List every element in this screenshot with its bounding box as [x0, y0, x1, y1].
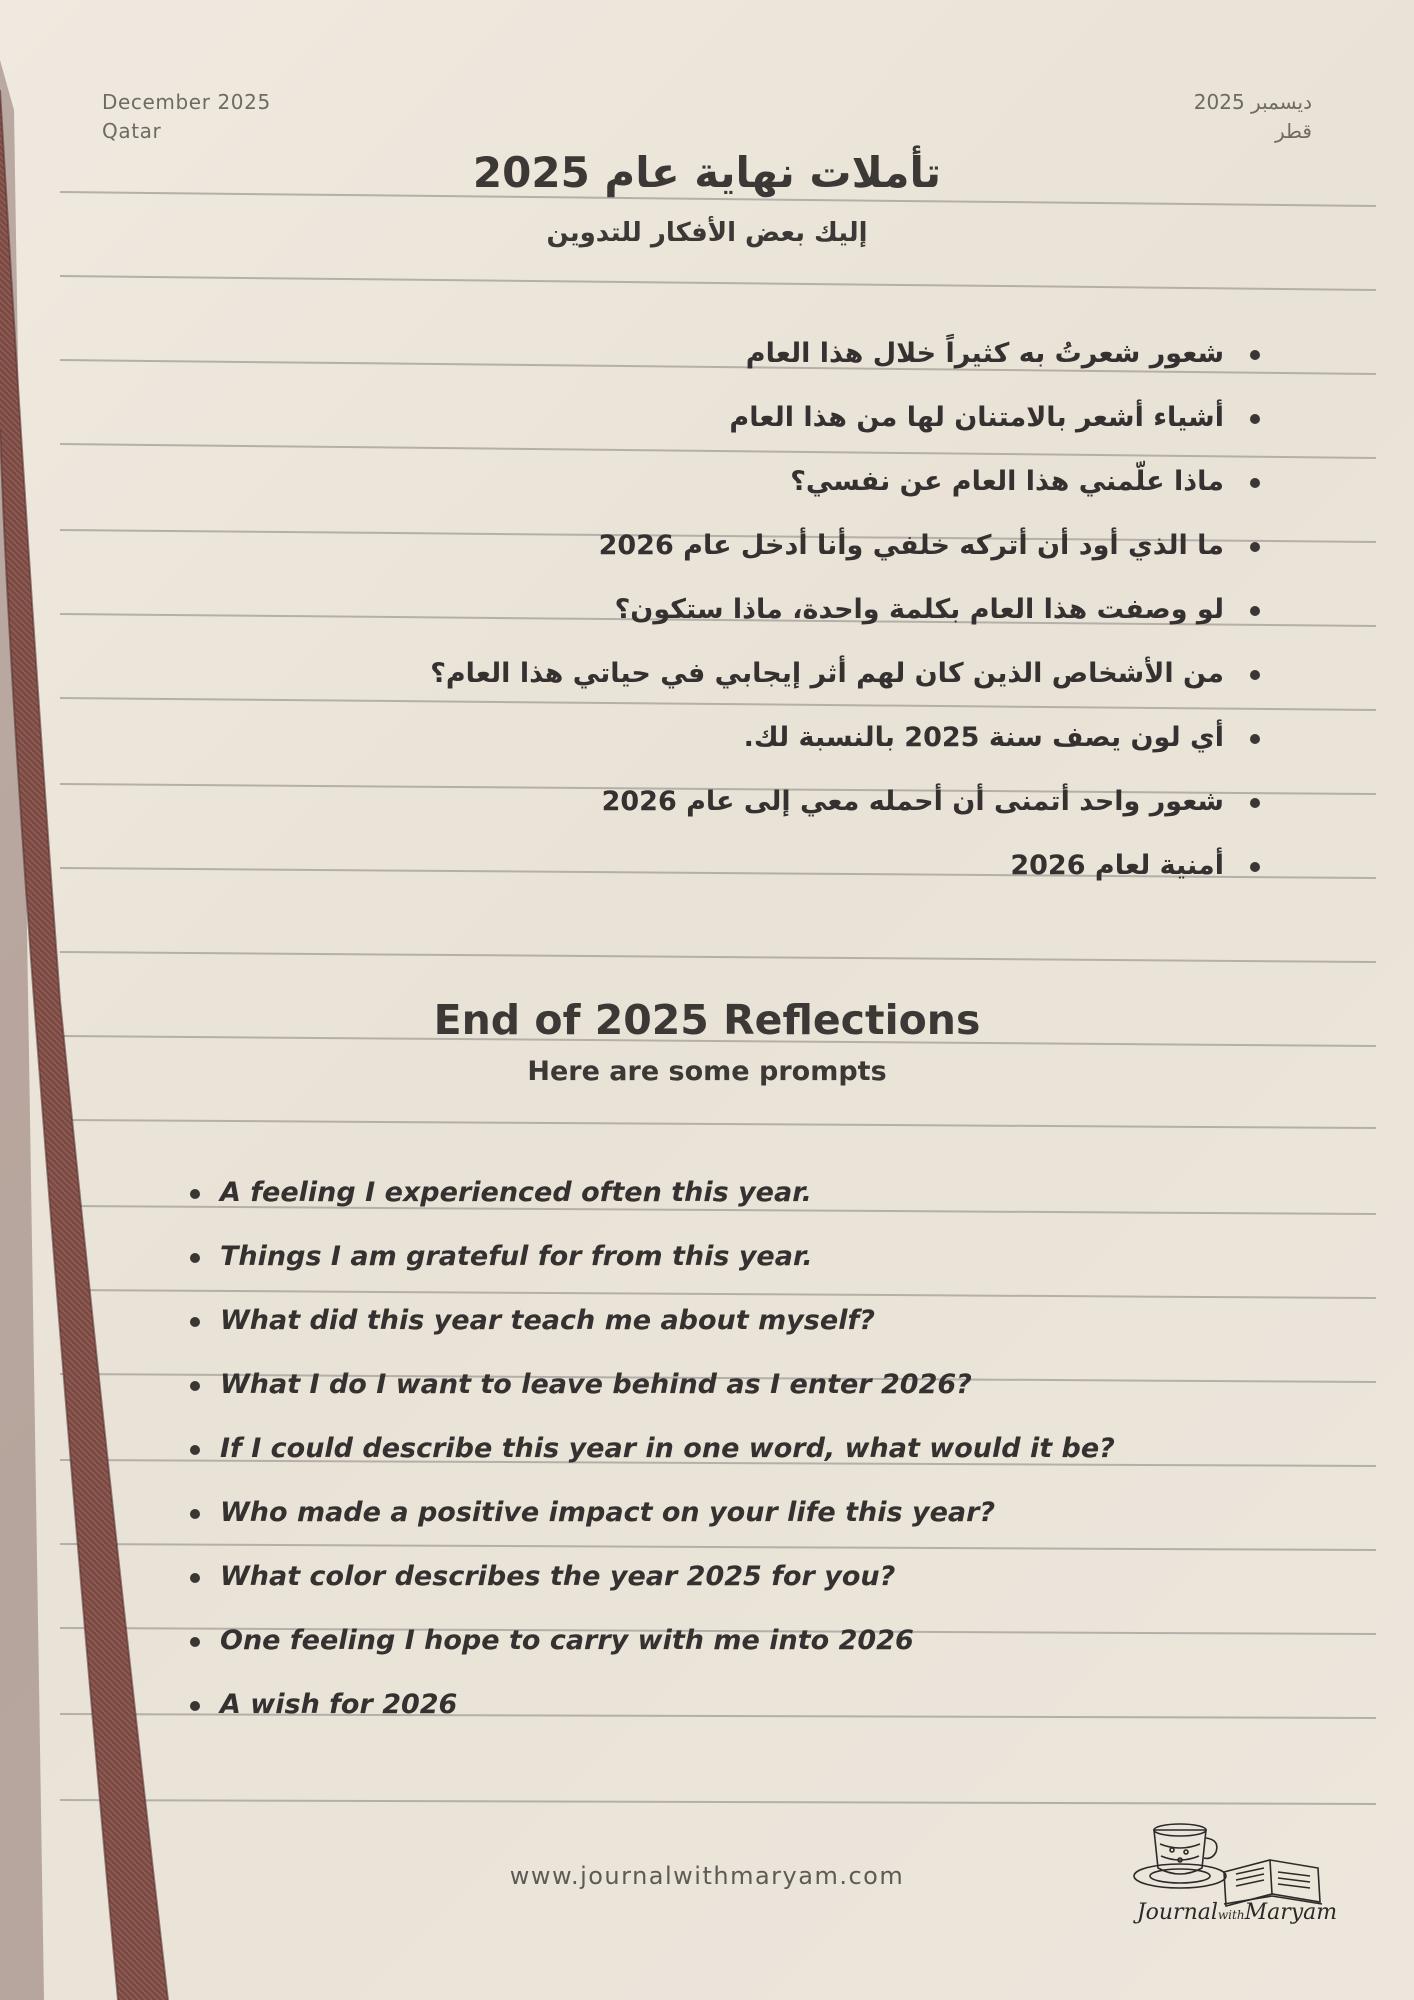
- logo-word-maryam: Maryam: [1244, 1900, 1338, 1925]
- arabic-prompt: [430, 770, 1260, 834]
- bullet-icon: [190, 1509, 200, 1519]
- bullet-icon: [1250, 478, 1260, 488]
- english-prompt-text: What did this year teach me about myself?: [220, 1305, 875, 1336]
- bullet-icon: [190, 1317, 200, 1327]
- header-left: [102, 88, 271, 146]
- english-prompt: [190, 1161, 1115, 1225]
- arabic-subtitle: إليك بعض الأفكار للتدوين: [546, 218, 868, 248]
- english-prompt-text: If I could describe this year in one word, what would it be?: [220, 1433, 1115, 1464]
- bullet-icon: [1250, 734, 1260, 744]
- arabic-prompt-text: ماذا علّمني هذا العام عن نفسي؟: [790, 466, 1224, 497]
- arabic-prompt: [430, 514, 1260, 578]
- logo-word-journal: Journal: [1136, 1900, 1218, 1925]
- arabic-prompt-text: أي لون يصف سنة 2025 بالنسبة لك.: [743, 722, 1224, 753]
- bullet-icon: [190, 1381, 200, 1391]
- english-title: End of 2025 Reflections: [433, 996, 981, 1044]
- bullet-icon: [1250, 862, 1260, 872]
- arabic-prompt-text: أمنية لعام 2026: [1010, 850, 1224, 881]
- arabic-prompt-text: من الأشخاص الذين كان لهم أثر إيجابي في حياتي هذا العام؟: [430, 658, 1224, 689]
- english-prompt: [190, 1545, 1115, 1609]
- logo-word-with: with: [1217, 1908, 1245, 1922]
- arabic-prompt: [430, 578, 1260, 642]
- english-prompt-text: Who made a positive impact on your life this year?: [220, 1497, 996, 1528]
- english-prompt-text: One feeling I hope to carry with me into 2026: [220, 1625, 914, 1656]
- english-prompt: [190, 1289, 1115, 1353]
- arabic-prompt: [430, 834, 1260, 898]
- english-prompt: [190, 1353, 1115, 1417]
- bullet-icon: [190, 1189, 200, 1199]
- arabic-prompt-text: أشياء أشعر بالامتنان لها من هذا العام: [729, 402, 1224, 433]
- english-prompt: [190, 1673, 1115, 1737]
- bullet-icon: [190, 1253, 200, 1263]
- bullet-icon: [1250, 798, 1260, 808]
- bullet-icon: [1250, 542, 1260, 552]
- english-prompt-text: Things I am grateful for from this year.: [220, 1241, 813, 1272]
- location-ar: قطر: [1274, 119, 1312, 143]
- date-en: December 2025: [102, 90, 271, 114]
- bullet-icon: [190, 1573, 200, 1583]
- bullet-icon: [190, 1637, 200, 1647]
- arabic-prompt-text: ما الذي أود أن أتركه خلفي وأنا أدخل عام 2026: [598, 530, 1224, 561]
- english-prompt-text: A feeling I experienced often this year.: [220, 1177, 812, 1208]
- arabic-prompt: [430, 450, 1260, 514]
- english-prompt: [190, 1481, 1115, 1545]
- location-en: Qatar: [102, 119, 162, 143]
- arabic-prompt-text: لو وصفت هذا العام بكلمة واحدة، ماذا ستكون؟: [614, 594, 1224, 625]
- arabic-prompt: [430, 642, 1260, 706]
- journal-with-maryam-logo: [1132, 1900, 1342, 1925]
- english-prompt-text: What I do I want to leave behind as I enter 2026?: [220, 1369, 972, 1400]
- arabic-title: تأملات نهاية عام 2025: [472, 148, 942, 197]
- english-prompt: [190, 1609, 1115, 1673]
- arabic-prompt: [430, 322, 1260, 386]
- english-prompt-text: A wish for 2026: [220, 1689, 458, 1720]
- arabic-prompt-list: [430, 322, 1260, 898]
- english-prompt-list: [190, 1161, 1115, 1737]
- english-prompt: [190, 1225, 1115, 1289]
- bullet-icon: [1250, 670, 1260, 680]
- bullet-icon: [190, 1445, 200, 1455]
- arabic-prompt-text: شعور شعرتُ به كثيراً خلال هذا العام: [745, 338, 1224, 369]
- date-ar: ديسمبر 2025: [1193, 90, 1312, 114]
- bullet-icon: [1250, 414, 1260, 424]
- arabic-prompt: [430, 706, 1260, 770]
- bullet-icon: [1250, 350, 1260, 360]
- arabic-prompt: [430, 386, 1260, 450]
- bullet-icon: [1250, 606, 1260, 616]
- english-prompt-text: What color describes the year 2025 for you?: [220, 1561, 896, 1592]
- english-subtitle: Here are some prompts: [527, 1056, 887, 1087]
- english-prompt: [190, 1417, 1115, 1481]
- website-link[interactable]: www.journalwithmaryam.com: [509, 1862, 905, 1890]
- arabic-prompt-text: شعور واحد أتمنى أن أحمله معي إلى عام 2026: [601, 786, 1224, 817]
- header-right: [1194, 88, 1312, 146]
- bullet-icon: [190, 1701, 200, 1711]
